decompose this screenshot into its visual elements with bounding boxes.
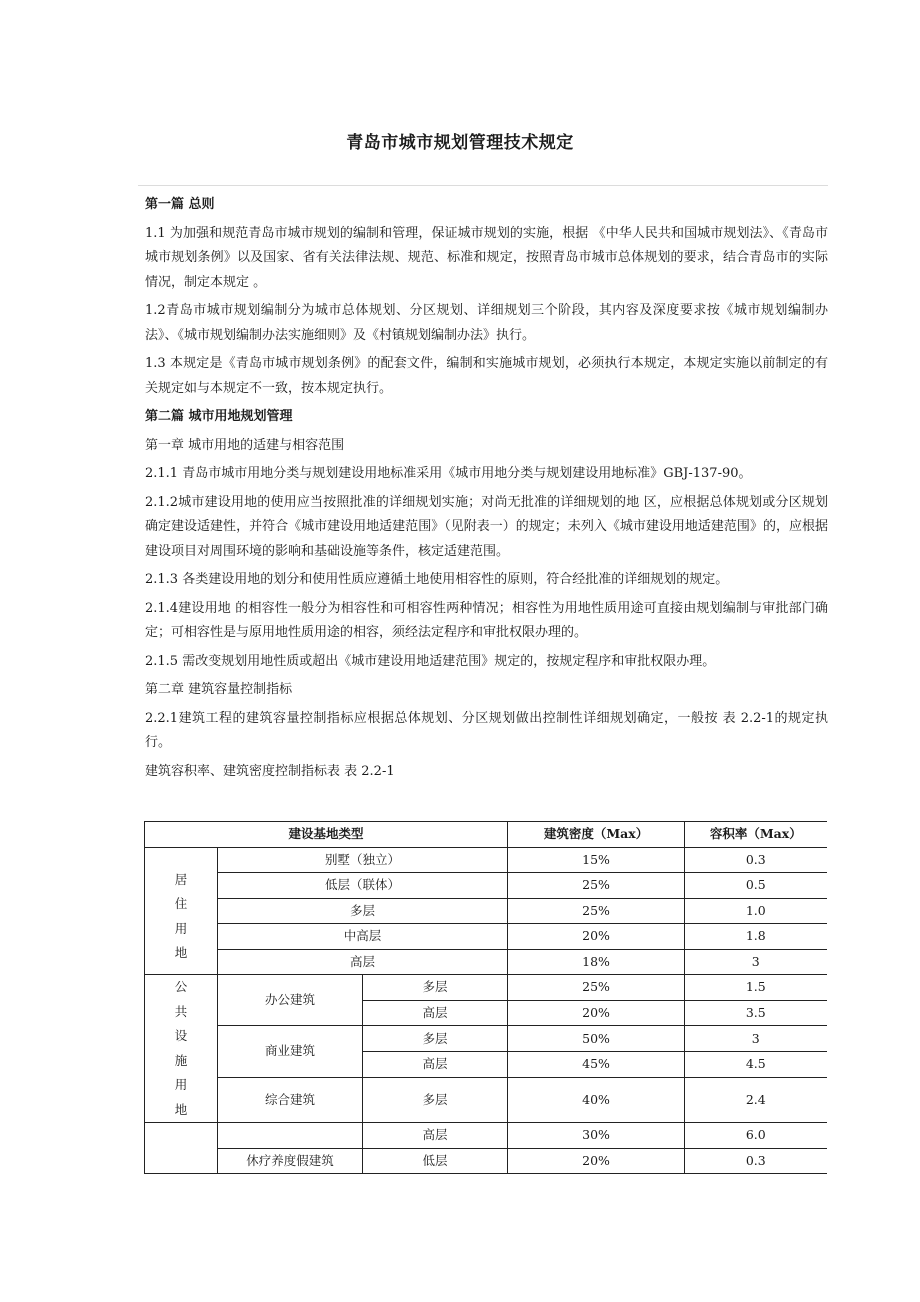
density-cell: 40% xyxy=(508,1077,685,1123)
density-cell: 45% xyxy=(508,1052,685,1078)
density-cell: 20% xyxy=(508,924,685,950)
subtype-cell: 多层 xyxy=(363,1026,508,1052)
far-cell: 1.5 xyxy=(685,975,827,1001)
header-density: 建筑密度（Max） xyxy=(508,822,685,848)
density-cell: 20% xyxy=(508,1148,685,1174)
part2-heading: 第二篇 城市用地规划管理 xyxy=(145,409,293,424)
complex-building-cell: 综合建筑 xyxy=(218,1077,363,1123)
paragraph-2-1-4: 2.1.4建设用地 的相容性一般分为相容性和可相容性两种情况；相容性为用地性质用途可直接由规划编制与审批部门确定；可相容性是与原用地性质用途的相容，须经法定程序和审批权限办理的。 xyxy=(145,600,828,640)
far-cell: 2.4 xyxy=(685,1077,827,1123)
table-row xyxy=(145,898,827,924)
page-title: 青岛市城市规划管理技术规定 xyxy=(346,133,574,153)
density-cell: 25% xyxy=(508,975,685,1001)
table-row xyxy=(145,1077,827,1123)
paragraph-2-1-5: 2.1.5 需改变规划用地性质或超出《城市建设用地适建范围》规定的，按规定程序和审批权限办理。 xyxy=(145,653,716,669)
table-caption: 建筑容积率、建筑密度控制指标表 表 2.2-1 xyxy=(145,763,395,779)
density-cell: 18% xyxy=(508,949,685,975)
density-cell: 20% xyxy=(508,1000,685,1026)
title-divider xyxy=(138,185,828,186)
empty-cell xyxy=(218,1123,363,1149)
commercial-building-cell: 商业建筑 xyxy=(218,1026,363,1078)
far-cell: 3 xyxy=(685,1026,827,1052)
paragraph-1-3: 1.3 本规定是《青岛市城市规划条例》的配套文件，编制和实施城市规划，必须执行本规定，本规定实施以前制定的有关规定如与本规定不一致，按本规定执行。 xyxy=(145,356,828,396)
density-cell: 30% xyxy=(508,1123,685,1149)
far-cell: 0.3 xyxy=(685,847,827,873)
subtype-cell: 高层 xyxy=(363,1123,508,1149)
type-cell: 别墅（独立） xyxy=(218,847,508,873)
part1-heading: 第一篇 总则 xyxy=(145,197,215,212)
table-row xyxy=(145,873,827,899)
subtype-cell: 低层 xyxy=(363,1148,508,1174)
residential-label: 居 住 用 地 xyxy=(145,847,218,975)
subtype-cell: 多层 xyxy=(363,1077,508,1123)
paragraph-1-2: 1.2青岛市城市规划编制分为城市总体规划、分区规划、详细规划三个阶段，其内容及深度要求按《城市规划编制办法》、《城市规划编制办法实施细则》及《村镇规划编制办法》执行。 xyxy=(145,303,828,343)
density-cell: 15% xyxy=(508,847,685,873)
density-cell: 50% xyxy=(508,1026,685,1052)
far-cell: 3 xyxy=(685,949,827,975)
resort-building-cell: 休疗养度假建筑 xyxy=(218,1148,363,1174)
table-row xyxy=(145,1148,827,1174)
far-cell: 4.5 xyxy=(685,1052,827,1078)
table-row xyxy=(145,949,827,975)
table-row xyxy=(145,847,827,873)
office-building-cell: 办公建筑 xyxy=(218,975,363,1026)
paragraph-2-1-3: 2.1.3 各类建设用地的划分和使用性质应遵循土地使用相容性的原则，符合经批准的详细规划的规定。 xyxy=(145,572,729,587)
chapter2-heading: 第二章 建筑容量控制指标 xyxy=(145,682,293,697)
header-far: 容积率（Max） xyxy=(685,822,827,848)
capacity-control-table xyxy=(144,821,827,1174)
table-row xyxy=(145,1026,827,1052)
document-body xyxy=(145,193,828,783)
far-cell: 1.8 xyxy=(685,924,827,950)
density-cell: 25% xyxy=(508,898,685,924)
paragraph-2-1-2: 2.1.2城市建设用地的使用应当按照批准的详细规划实施；对尚无批准的详细规划的地 区，应根据总体规划或分区规划确定建设适建性，并符合《城市建设用地适建范围》（见附表一）的规定；未列入《城市建设用地适建范围》的，应根据建设项目对周围环境的影响和基础设施等条件，核定适建范围。 xyxy=(145,494,828,559)
table-header-row xyxy=(145,822,827,848)
subtype-cell: 高层 xyxy=(363,1052,508,1078)
type-cell: 中高层 xyxy=(218,924,508,950)
empty-cell xyxy=(145,1123,218,1174)
type-cell: 多层 xyxy=(218,898,508,924)
type-cell: 高层 xyxy=(218,949,508,975)
paragraph-2-1-1: 2.1.1 青岛市城市用地分类与规划建设用地标准采用《城市用地分类与规划建设用地标准》GBJ-137-90。 xyxy=(145,466,752,481)
subtype-cell: 多层 xyxy=(363,975,508,1001)
far-cell: 6.0 xyxy=(685,1123,827,1149)
far-cell: 0.5 xyxy=(685,873,827,899)
paragraph-1-1: 1.1 为加强和规范青岛市城市规划的编制和管理，保证城市规划的实施，根据 《中华人民共和国城市规划法》、《青岛市城市规划条例》以及国家、省有关法律法规、规范、标准和规定，按照青岛市城市总体规划的要求，结合青岛市的实际情况，制定本规定 。 xyxy=(145,225,828,290)
header-type: 建设基地类型 xyxy=(145,822,508,848)
far-cell: 1.0 xyxy=(685,898,827,924)
density-cell: 25% xyxy=(508,873,685,899)
table-row xyxy=(145,924,827,950)
far-cell: 3.5 xyxy=(685,1000,827,1026)
table-row xyxy=(145,975,827,1001)
chapter1-heading: 第一章 城市用地的适建与相容范围 xyxy=(145,437,345,453)
type-cell: 低层（联体） xyxy=(218,873,508,899)
far-cell: 0.3 xyxy=(685,1148,827,1174)
paragraph-2-2-1: 2.2.1建筑工程的建筑容量控制指标应根据总体规划、分区规划做出控制性详细规划确定，一般按 表 2.2-1的规定执行。 xyxy=(145,710,828,750)
table-row xyxy=(145,1123,827,1149)
public-facility-label: 公 共 设 施 用 地 xyxy=(145,975,218,1123)
subtype-cell: 高层 xyxy=(363,1000,508,1026)
